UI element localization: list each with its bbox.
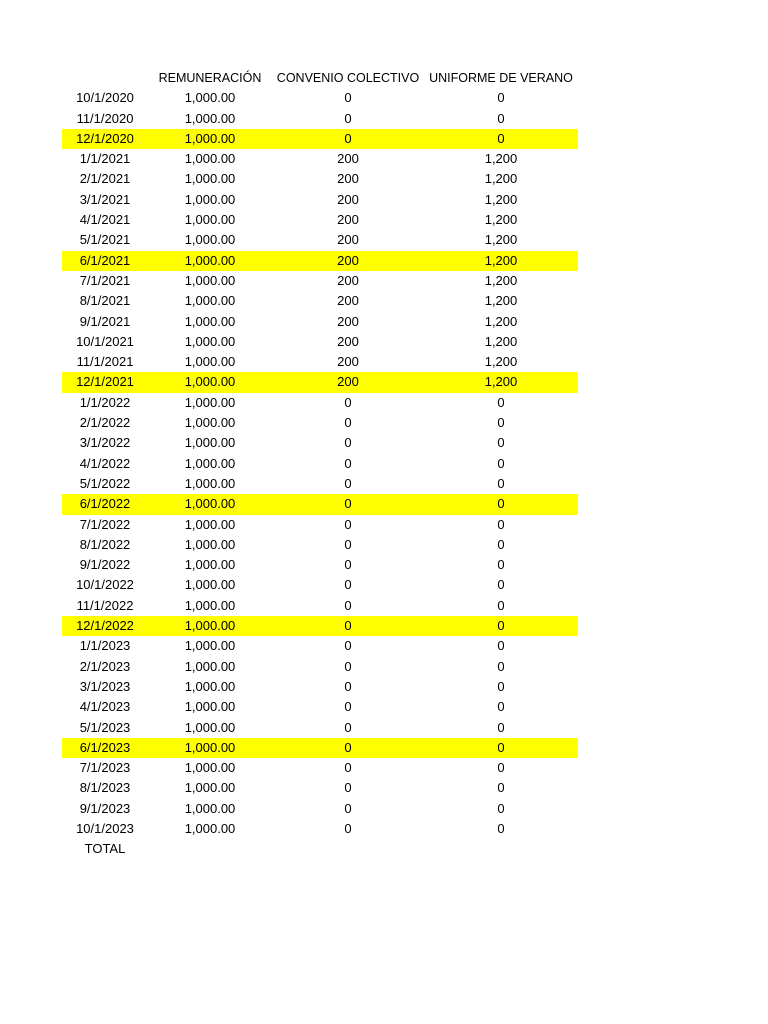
table-row (62, 535, 578, 555)
table-row (62, 190, 578, 210)
remuneracion-cell[interactable]: 1,000.00 (184, 475, 236, 491)
uniforme-cell[interactable]: 0 (497, 557, 505, 573)
date-cell[interactable]: 11/1/2021 (76, 354, 134, 370)
uniforme-cell[interactable]: 1,200 (484, 171, 518, 187)
uniforme-cell[interactable]: 0 (497, 719, 505, 735)
convenio-cell[interactable]: 0 (344, 719, 352, 735)
uniforme-cell[interactable]: 1,200 (484, 313, 518, 329)
table-row (62, 697, 578, 717)
uniforme-cell[interactable]: 1,200 (484, 232, 518, 248)
table-row (62, 454, 578, 474)
table-row (62, 819, 578, 839)
remuneracion-cell[interactable]: 1,000.00 (184, 90, 236, 106)
remuneracion-cell[interactable]: 1,000.00 (184, 800, 236, 816)
table-row (62, 352, 578, 372)
convenio-cell[interactable]: 0 (344, 130, 352, 146)
remuneracion-cell[interactable]: 1,000.00 (184, 618, 236, 634)
remuneracion-cell[interactable]: 1,000.00 (184, 597, 236, 613)
remuneracion-cell[interactable]: 1,000.00 (184, 638, 236, 654)
uniforme-cell[interactable]: 0 (497, 597, 505, 613)
uniforme-cell[interactable]: 0 (497, 110, 505, 126)
table-row (62, 474, 578, 494)
convenio-cell[interactable]: 0 (344, 475, 352, 491)
table-row (62, 332, 578, 352)
date-cell[interactable]: 11/1/2022 (76, 597, 134, 613)
table-row (62, 575, 578, 595)
table-row (62, 738, 578, 758)
remuneracion-cell[interactable]: 1,000.00 (184, 313, 236, 329)
convenio-cell[interactable]: 0 (344, 557, 352, 573)
convenio-cell[interactable]: 0 (344, 394, 352, 410)
remuneracion-cell[interactable]: 1,000.00 (184, 415, 236, 431)
remuneracion-cell[interactable]: 1,000.00 (184, 536, 236, 552)
uniforme-cell[interactable]: 1,200 (484, 293, 518, 309)
remuneracion-cell[interactable]: 1,000.00 (184, 212, 236, 228)
convenio-cell[interactable]: 0 (344, 90, 352, 106)
uniforme-cell[interactable]: 0 (497, 800, 505, 816)
convenio-cell[interactable]: 0 (344, 638, 352, 654)
convenio-cell[interactable]: 200 (337, 313, 359, 329)
date-cell[interactable]: 7/1/2021 (79, 272, 131, 288)
uniforme-cell[interactable]: 0 (497, 496, 505, 512)
uniforme-cell[interactable]: 0 (497, 455, 505, 471)
table-body (62, 88, 578, 839)
table-row (62, 636, 578, 656)
date-cell[interactable]: 5/1/2022 (79, 475, 131, 491)
convenio-cell[interactable]: 0 (344, 597, 352, 613)
table-row (62, 433, 578, 453)
uniforme-cell[interactable]: 1,200 (484, 272, 518, 288)
table-row (62, 169, 578, 189)
convenio-cell[interactable]: 200 (337, 212, 359, 228)
remuneracion-cell[interactable]: 1,000.00 (184, 780, 236, 796)
uniforme-cell[interactable]: 1,200 (484, 354, 518, 370)
uniforme-cell[interactable]: 0 (497, 90, 505, 106)
uniforme-cell[interactable]: 0 (497, 130, 505, 146)
date-cell[interactable]: 9/1/2021 (79, 313, 131, 329)
date-cell[interactable]: 10/1/2022 (76, 577, 134, 593)
total-row (62, 839, 578, 859)
uniforme-cell[interactable]: 0 (497, 577, 505, 593)
convenio-cell[interactable]: 0 (344, 800, 352, 816)
date-cell[interactable]: 3/1/2022 (79, 435, 131, 451)
table-row (62, 596, 578, 616)
convenio-cell[interactable]: 0 (344, 110, 352, 126)
convenio-cell[interactable]: 200 (337, 252, 359, 268)
date-cell[interactable]: 6/1/2021 (79, 252, 131, 268)
table-row (62, 312, 578, 332)
date-cell[interactable]: 10/1/2023 (76, 820, 134, 836)
uniforme-cell[interactable]: 1,200 (484, 191, 518, 207)
remuneracion-cell[interactable]: 1,000.00 (184, 293, 236, 309)
uniforme-cell[interactable]: 0 (497, 780, 505, 796)
uniforme-cell[interactable]: 0 (497, 394, 505, 410)
convenio-cell[interactable]: 0 (344, 536, 352, 552)
convenio-cell[interactable]: 0 (344, 516, 352, 532)
convenio-cell[interactable]: 0 (344, 820, 352, 836)
date-cell[interactable]: 8/1/2023 (79, 780, 131, 796)
convenio-cell[interactable]: 0 (344, 577, 352, 593)
date-cell[interactable]: 9/1/2023 (79, 800, 131, 816)
date-cell[interactable]: 6/1/2022 (79, 496, 131, 512)
remuneracion-cell[interactable]: 1,000.00 (184, 374, 236, 390)
table-row (62, 494, 578, 514)
date-cell[interactable]: 3/1/2023 (79, 678, 131, 694)
table-row (62, 88, 578, 108)
date-cell[interactable]: 1/1/2021 (79, 151, 131, 167)
table-row (62, 230, 578, 250)
date-cell[interactable]: 12/1/2021 (76, 374, 134, 390)
table-row (62, 515, 578, 535)
convenio-cell[interactable]: 200 (337, 232, 359, 248)
convenio-cell[interactable]: 0 (344, 618, 352, 634)
date-cell[interactable]: 10/1/2021 (76, 333, 134, 349)
spreadsheet-table (62, 68, 578, 860)
convenio-cell[interactable]: 200 (337, 354, 359, 370)
convenio-cell[interactable]: 200 (337, 191, 359, 207)
convenio-cell[interactable]: 0 (344, 415, 352, 431)
convenio-cell[interactable]: 200 (337, 293, 359, 309)
table-row (62, 129, 578, 149)
header-convenio-colectivo[interactable]: CONVENIO COLECTIVO (276, 71, 420, 85)
convenio-cell[interactable]: 0 (344, 496, 352, 512)
table-row (62, 758, 578, 778)
date-cell[interactable]: 5/1/2021 (79, 232, 131, 248)
remuneracion-cell[interactable]: 1,000.00 (184, 130, 236, 146)
remuneracion-cell[interactable]: 1,000.00 (184, 151, 236, 167)
date-cell[interactable]: 5/1/2023 (79, 719, 131, 735)
remuneracion-cell[interactable]: 1,000.00 (184, 455, 236, 471)
header-remuneracion[interactable]: REMUNERACIÓN (158, 71, 262, 85)
table-row (62, 109, 578, 129)
table-row (62, 799, 578, 819)
uniforme-cell[interactable]: 0 (497, 516, 505, 532)
table-row (62, 251, 578, 271)
convenio-cell[interactable]: 0 (344, 455, 352, 471)
convenio-cell[interactable]: 0 (344, 739, 352, 755)
remuneracion-cell[interactable]: 1,000.00 (184, 435, 236, 451)
total-label[interactable]: TOTAL (84, 841, 126, 857)
date-cell[interactable]: 12/1/2022 (76, 618, 134, 634)
convenio-cell[interactable]: 0 (344, 435, 352, 451)
uniforme-cell[interactable]: 0 (497, 536, 505, 552)
convenio-cell[interactable]: 0 (344, 658, 352, 674)
remuneracion-cell[interactable]: 1,000.00 (184, 191, 236, 207)
table-row (62, 616, 578, 636)
remuneracion-cell[interactable]: 1,000.00 (184, 516, 236, 532)
date-cell[interactable]: 8/1/2021 (79, 293, 131, 309)
remuneracion-cell[interactable]: 1,000.00 (184, 678, 236, 694)
date-cell[interactable]: 10/1/2020 (76, 90, 134, 106)
convenio-cell[interactable]: 0 (344, 699, 352, 715)
remuneracion-cell[interactable]: 1,000.00 (184, 496, 236, 512)
remuneracion-cell[interactable]: 1,000.00 (184, 232, 236, 248)
date-cell[interactable]: 9/1/2022 (79, 557, 131, 573)
date-cell[interactable]: 1/1/2023 (79, 638, 131, 654)
uniforme-cell[interactable]: 1,200 (484, 151, 518, 167)
table-row (62, 718, 578, 738)
remuneracion-cell[interactable]: 1,000.00 (184, 557, 236, 573)
uniforme-cell[interactable]: 0 (497, 415, 505, 431)
header-date[interactable] (62, 68, 148, 88)
table-row (62, 271, 578, 291)
convenio-cell[interactable]: 200 (337, 171, 359, 187)
remuneracion-cell[interactable]: 1,000.00 (184, 577, 236, 593)
remuneracion-cell[interactable]: 1,000.00 (184, 110, 236, 126)
header-uniforme-de-verano[interactable]: UNIFORME DE VERANO (429, 71, 573, 85)
remuneracion-cell[interactable]: 1,000.00 (184, 252, 236, 268)
uniforme-cell[interactable]: 1,200 (484, 333, 518, 349)
uniforme-cell[interactable]: 1,200 (484, 252, 518, 268)
remuneracion-cell[interactable]: 1,000.00 (184, 699, 236, 715)
date-cell[interactable]: 8/1/2022 (79, 536, 131, 552)
remuneracion-cell[interactable]: 1,000.00 (184, 739, 236, 755)
uniforme-cell[interactable]: 0 (497, 678, 505, 694)
convenio-cell[interactable]: 0 (344, 678, 352, 694)
date-cell[interactable]: 3/1/2021 (79, 191, 131, 207)
remuneracion-cell[interactable]: 1,000.00 (184, 171, 236, 187)
uniforme-cell[interactable]: 0 (497, 699, 505, 715)
date-cell[interactable]: 4/1/2022 (79, 455, 131, 471)
date-cell[interactable]: 7/1/2023 (79, 760, 131, 776)
uniforme-cell[interactable]: 0 (497, 475, 505, 491)
table-row (62, 778, 578, 798)
uniforme-cell[interactable]: 0 (497, 435, 505, 451)
date-cell[interactable]: 1/1/2022 (79, 394, 131, 410)
remuneracion-cell[interactable]: 1,000.00 (184, 658, 236, 674)
table-row (62, 555, 578, 575)
date-cell[interactable]: 11/1/2020 (76, 110, 134, 126)
uniforme-cell[interactable]: 0 (497, 658, 505, 674)
uniforme-cell[interactable]: 0 (497, 638, 505, 654)
table-row (62, 372, 578, 392)
date-cell[interactable]: 4/1/2023 (79, 699, 131, 715)
remuneracion-cell[interactable]: 1,000.00 (184, 354, 236, 370)
convenio-cell[interactable]: 0 (344, 760, 352, 776)
table-row (62, 210, 578, 230)
table-row (62, 677, 578, 697)
convenio-cell[interactable]: 200 (337, 272, 359, 288)
convenio-cell[interactable]: 200 (337, 374, 359, 390)
remuneracion-cell[interactable]: 1,000.00 (184, 272, 236, 288)
remuneracion-cell[interactable]: 1,000.00 (184, 820, 236, 836)
table-row (62, 393, 578, 413)
table-row (62, 657, 578, 677)
remuneracion-cell[interactable]: 1,000.00 (184, 719, 236, 735)
date-cell[interactable]: 4/1/2021 (79, 212, 131, 228)
table-row (62, 291, 578, 311)
table-row (62, 149, 578, 169)
uniforme-cell[interactable]: 0 (497, 760, 505, 776)
uniforme-cell[interactable]: 0 (497, 820, 505, 836)
date-cell[interactable]: 2/1/2023 (79, 658, 131, 674)
date-cell[interactable]: 2/1/2021 (79, 171, 131, 187)
convenio-cell[interactable]: 0 (344, 780, 352, 796)
date-cell[interactable]: 12/1/2020 (76, 130, 134, 146)
remuneracion-cell[interactable]: 1,000.00 (184, 394, 236, 410)
convenio-cell[interactable]: 200 (337, 333, 359, 349)
remuneracion-cell[interactable]: 1,000.00 (184, 333, 236, 349)
date-cell[interactable]: 6/1/2023 (79, 739, 131, 755)
date-cell[interactable]: 7/1/2022 (79, 516, 131, 532)
remuneracion-cell[interactable]: 1,000.00 (184, 760, 236, 776)
uniforme-cell[interactable]: 0 (497, 739, 505, 755)
date-cell[interactable]: 2/1/2022 (79, 415, 131, 431)
uniforme-cell[interactable]: 0 (497, 618, 505, 634)
uniforme-cell[interactable]: 1,200 (484, 212, 518, 228)
header-row (62, 68, 578, 88)
convenio-cell[interactable]: 200 (337, 151, 359, 167)
uniforme-cell[interactable]: 1,200 (484, 374, 518, 390)
table-row (62, 413, 578, 433)
